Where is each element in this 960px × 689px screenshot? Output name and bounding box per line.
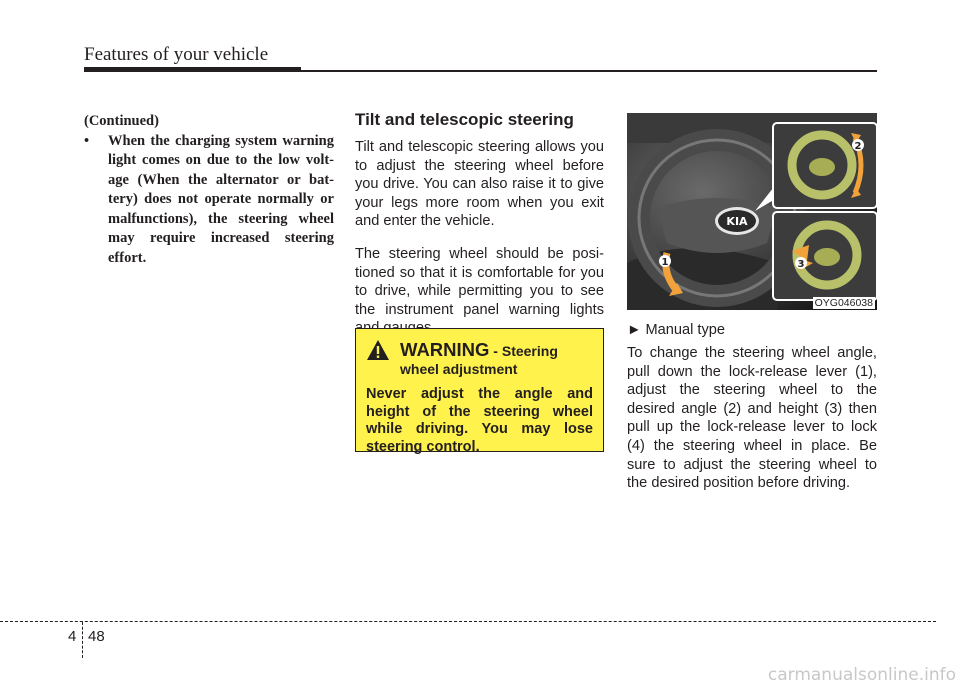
footer-rule	[0, 621, 936, 622]
subheading-manual-type	[627, 322, 877, 338]
triangle-marker-icon: ►	[627, 322, 642, 338]
steering-wheel-illustration	[627, 113, 877, 310]
bullet-mark: •	[84, 132, 90, 149]
warning-subtitle-line2: wheel adjustment	[400, 361, 518, 377]
callout-2: 2	[854, 141, 862, 152]
footer-page-number: 48	[88, 628, 105, 645]
header-rule-thin	[301, 70, 877, 72]
footer-chapter-number: 4	[68, 628, 77, 645]
warning-header	[366, 339, 593, 361]
paragraph-tilt-intro: Tilt and telescopic steering allows you to adjust the steering wheel before you drive. You can also raise it to give your legs more room when you exit and enter the vehicle.	[355, 139, 604, 230]
warning-triangle-icon	[366, 339, 390, 361]
warning-word: WARNING	[400, 339, 490, 360]
bullet-item	[84, 132, 334, 269]
left-column	[84, 112, 334, 268]
header-rule-thick	[84, 67, 301, 72]
footer-divider	[82, 622, 83, 658]
callout-1: 1	[661, 257, 669, 268]
warning-body: Never adjust the angle and height of the steering wheel while driving. You may lose steering control.	[366, 386, 593, 455]
bullet-text: When the charging system warning light comes on due to the low volt-age (When the alternator or bat-tery) does not operate normally or malfunctions), the steering wheel may require increased steering effort.	[108, 132, 334, 266]
figure-code: OYG046038	[814, 297, 873, 309]
continued-label: (Continued)	[84, 113, 159, 129]
paragraph-position: The steering wheel should be posi-tioned so that it is comfortable for you to drive, while permitting you to see the instrument panel warning lights	[355, 245, 604, 318]
section-heading: Tilt and telescopic steering	[355, 110, 574, 129]
watermark: carmanualsonline.info	[767, 665, 956, 685]
illustration-graphic	[627, 113, 877, 310]
callout-3: 3	[797, 259, 805, 270]
middle-column	[355, 110, 604, 352]
subheading-text: Manual type	[641, 322, 726, 338]
kia-logo-text: KIA	[726, 215, 748, 228]
warning-box	[355, 328, 604, 455]
paragraph-manual-type: To change the steering wheel angle, pull down the lock-release lever (1), adjust the steering wheel to the desired angle (2) and height (3) then pull up the lock-release lever to lock (4) the steering wheel in place. Be sure to adjust the steering wheel to the desired position before driving.	[627, 345, 877, 492]
page-header-title: Features of your vehicle	[84, 44, 269, 65]
warning-subtitle: - Steering	[489, 343, 558, 359]
right-column	[627, 113, 877, 493]
